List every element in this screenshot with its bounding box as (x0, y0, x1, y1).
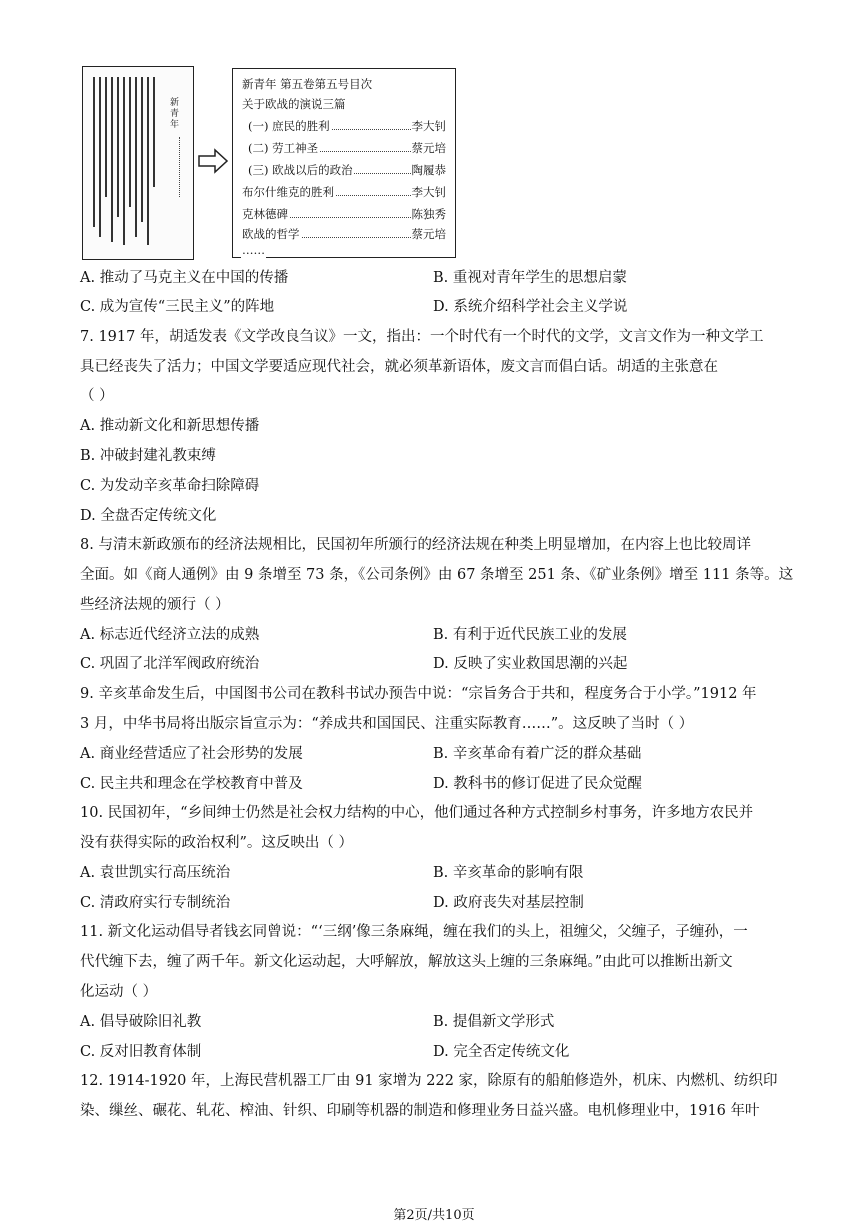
q6-option-c: C. 成为宣传“三民主义”的阵地 (80, 299, 275, 315)
q6-option-b: B. 重视对青年学生的思想启蒙 (433, 270, 627, 286)
magazine-figure (82, 60, 472, 260)
q7-stem: （ ） (80, 388, 114, 404)
toc-entry: (二) 劳工神圣 蔡元培 (248, 141, 446, 155)
q8-option-d: D. 反映了实业救国思潮的兴起 (433, 656, 628, 672)
q8-stem: 全面。如《商人通例》由 9 条增至 73 条，《公司条例》由 67 条增至 251 条、《矿业条例》增至 111 条等。这 (80, 567, 794, 583)
q10-option-b: B. 辛亥革命的影响有限 (433, 865, 584, 881)
q12-stem: 染、缫丝、碾花、轧花、榨油、针织、印刷等机器的制造和修理业务日益兴盛。电机修理业中，1916 年叶 (80, 1103, 760, 1119)
q7-stem: 具已经丧失了活力；中国文学要适应现代社会，就必须革新语体，废文言而倡白话。胡适的主张意在 (80, 359, 718, 375)
toc-header: 新青年 第五卷第五号目次 (242, 77, 373, 91)
q9-option-b: B. 辛亥革命有着广泛的群众基础 (433, 746, 642, 762)
q8-option-c: C. 巩固了北洋军阀政府统治 (80, 656, 260, 672)
q9-stem: 3 月，中华书局将出版宗旨宣示为：“养成共和国国民、注重实际教育……”。这反映了当时（ ） (80, 716, 694, 732)
q9-option-c: C. 民主共和理念在学校教育中普及 (80, 776, 303, 792)
toc-ellipsis: …… (242, 243, 265, 257)
cover-subtext (179, 137, 186, 197)
q8-option-a: A. 标志近代经济立法的成熟 (80, 627, 260, 643)
toc-entry: 布尔什维克的胜利 李大钊 (242, 185, 446, 199)
toc-entry: 克林德碑 陈独秀 (242, 207, 446, 221)
table-of-contents (232, 68, 456, 258)
toc-section: 关于欧战的演说三篇 (242, 97, 346, 111)
q7-option-c: C. 为发动辛亥革命扫除障碍 (80, 478, 260, 494)
toc-entry: (一) 庶民的胜利 李大钊 (248, 119, 446, 133)
q11-option-a: A. 倡导破除旧礼教 (80, 1014, 202, 1030)
q11-option-b: B. 提倡新文学形式 (433, 1014, 555, 1030)
magazine-cover-image (82, 66, 194, 260)
q6-option-a: A. 推动了马克主义在中国的传播 (80, 270, 289, 286)
page-number: 第2页/共10页 (393, 1208, 475, 1223)
q9-stem: 9. 辛亥革命发生后，中国图书公司在教科书试办预告中说：“宗旨务合于共和，程度务合于小学。”1912 年 (80, 686, 757, 702)
cover-title: 新青年 (168, 97, 178, 130)
q7-option-a: A. 推动新文化和新思想传播 (80, 418, 260, 434)
q11-option-c: C. 反对旧教育体制 (80, 1044, 202, 1060)
q11-stem: 化运动（ ） (80, 984, 158, 1000)
q8-stem: 些经济法规的颁行（ ） (80, 597, 230, 613)
q7-stem: 7. 1917 年，胡适发表《文学改良刍议》一文，指出：一个时代有一个时代的文学，文言文作为一种文学工 (80, 329, 764, 345)
q6-option-d: D. 系统介绍科学社会主义学说 (433, 299, 628, 315)
arrow-right-icon (198, 148, 228, 174)
toc-entry: (三) 欧战以后的政治 陶履恭 (248, 163, 446, 177)
q10-option-c: C. 清政府实行专制统治 (80, 895, 231, 911)
q9-option-a: A. 商业经营适应了社会形势的发展 (80, 746, 303, 762)
q11-stem: 11. 新文化运动倡导者钱玄同曾说：“‘三纲’像三条麻绳，缠在我们的头上，祖缠父，父缠子，子缠孙，一 (80, 924, 748, 940)
q10-stem: 没有获得实际的政治权利”。这反映出（ ） (80, 835, 354, 851)
q8-stem: 8. 与清末新政颁布的经济法规相比，民国初年所颁行的经济法规在种类上明显增加，在内容上也比较周详 (80, 537, 751, 553)
toc-entry: 欧战的哲学 蔡元培 (242, 227, 446, 241)
q9-option-d: D. 教科书的修订促进了民众觉醒 (433, 776, 642, 792)
q10-option-d: D. 政府丧失对基层控制 (433, 895, 584, 911)
q11-option-d: D. 完全否定传统文化 (433, 1044, 570, 1060)
q11-stem: 代代缠下去，缠了两千年。新文化运动起，大呼解放，解放这头上缠的三条麻绳。”由此可以推断出新文 (80, 954, 733, 970)
q8-option-b: B. 有利于近代民族工业的发展 (433, 627, 627, 643)
q12-stem: 12. 1914-1920 年，上海民营机器工厂由 91 家增为 222 家，除原有的船舶修造外，机床、内燃机、纺织印 (80, 1073, 778, 1089)
q10-stem: 10. 民国初年，“乡间绅士仍然是社会权力结构的中心，他们通过各种方式控制乡村事务，许多地方农民并 (80, 805, 754, 821)
cover-text-columns (91, 77, 161, 247)
q7-option-d: D. 全盘否定传统文化 (80, 508, 217, 524)
q7-option-b: B. 冲破封建礼教束缚 (80, 448, 216, 464)
q10-option-a: A. 袁世凯实行高压统治 (80, 865, 231, 881)
